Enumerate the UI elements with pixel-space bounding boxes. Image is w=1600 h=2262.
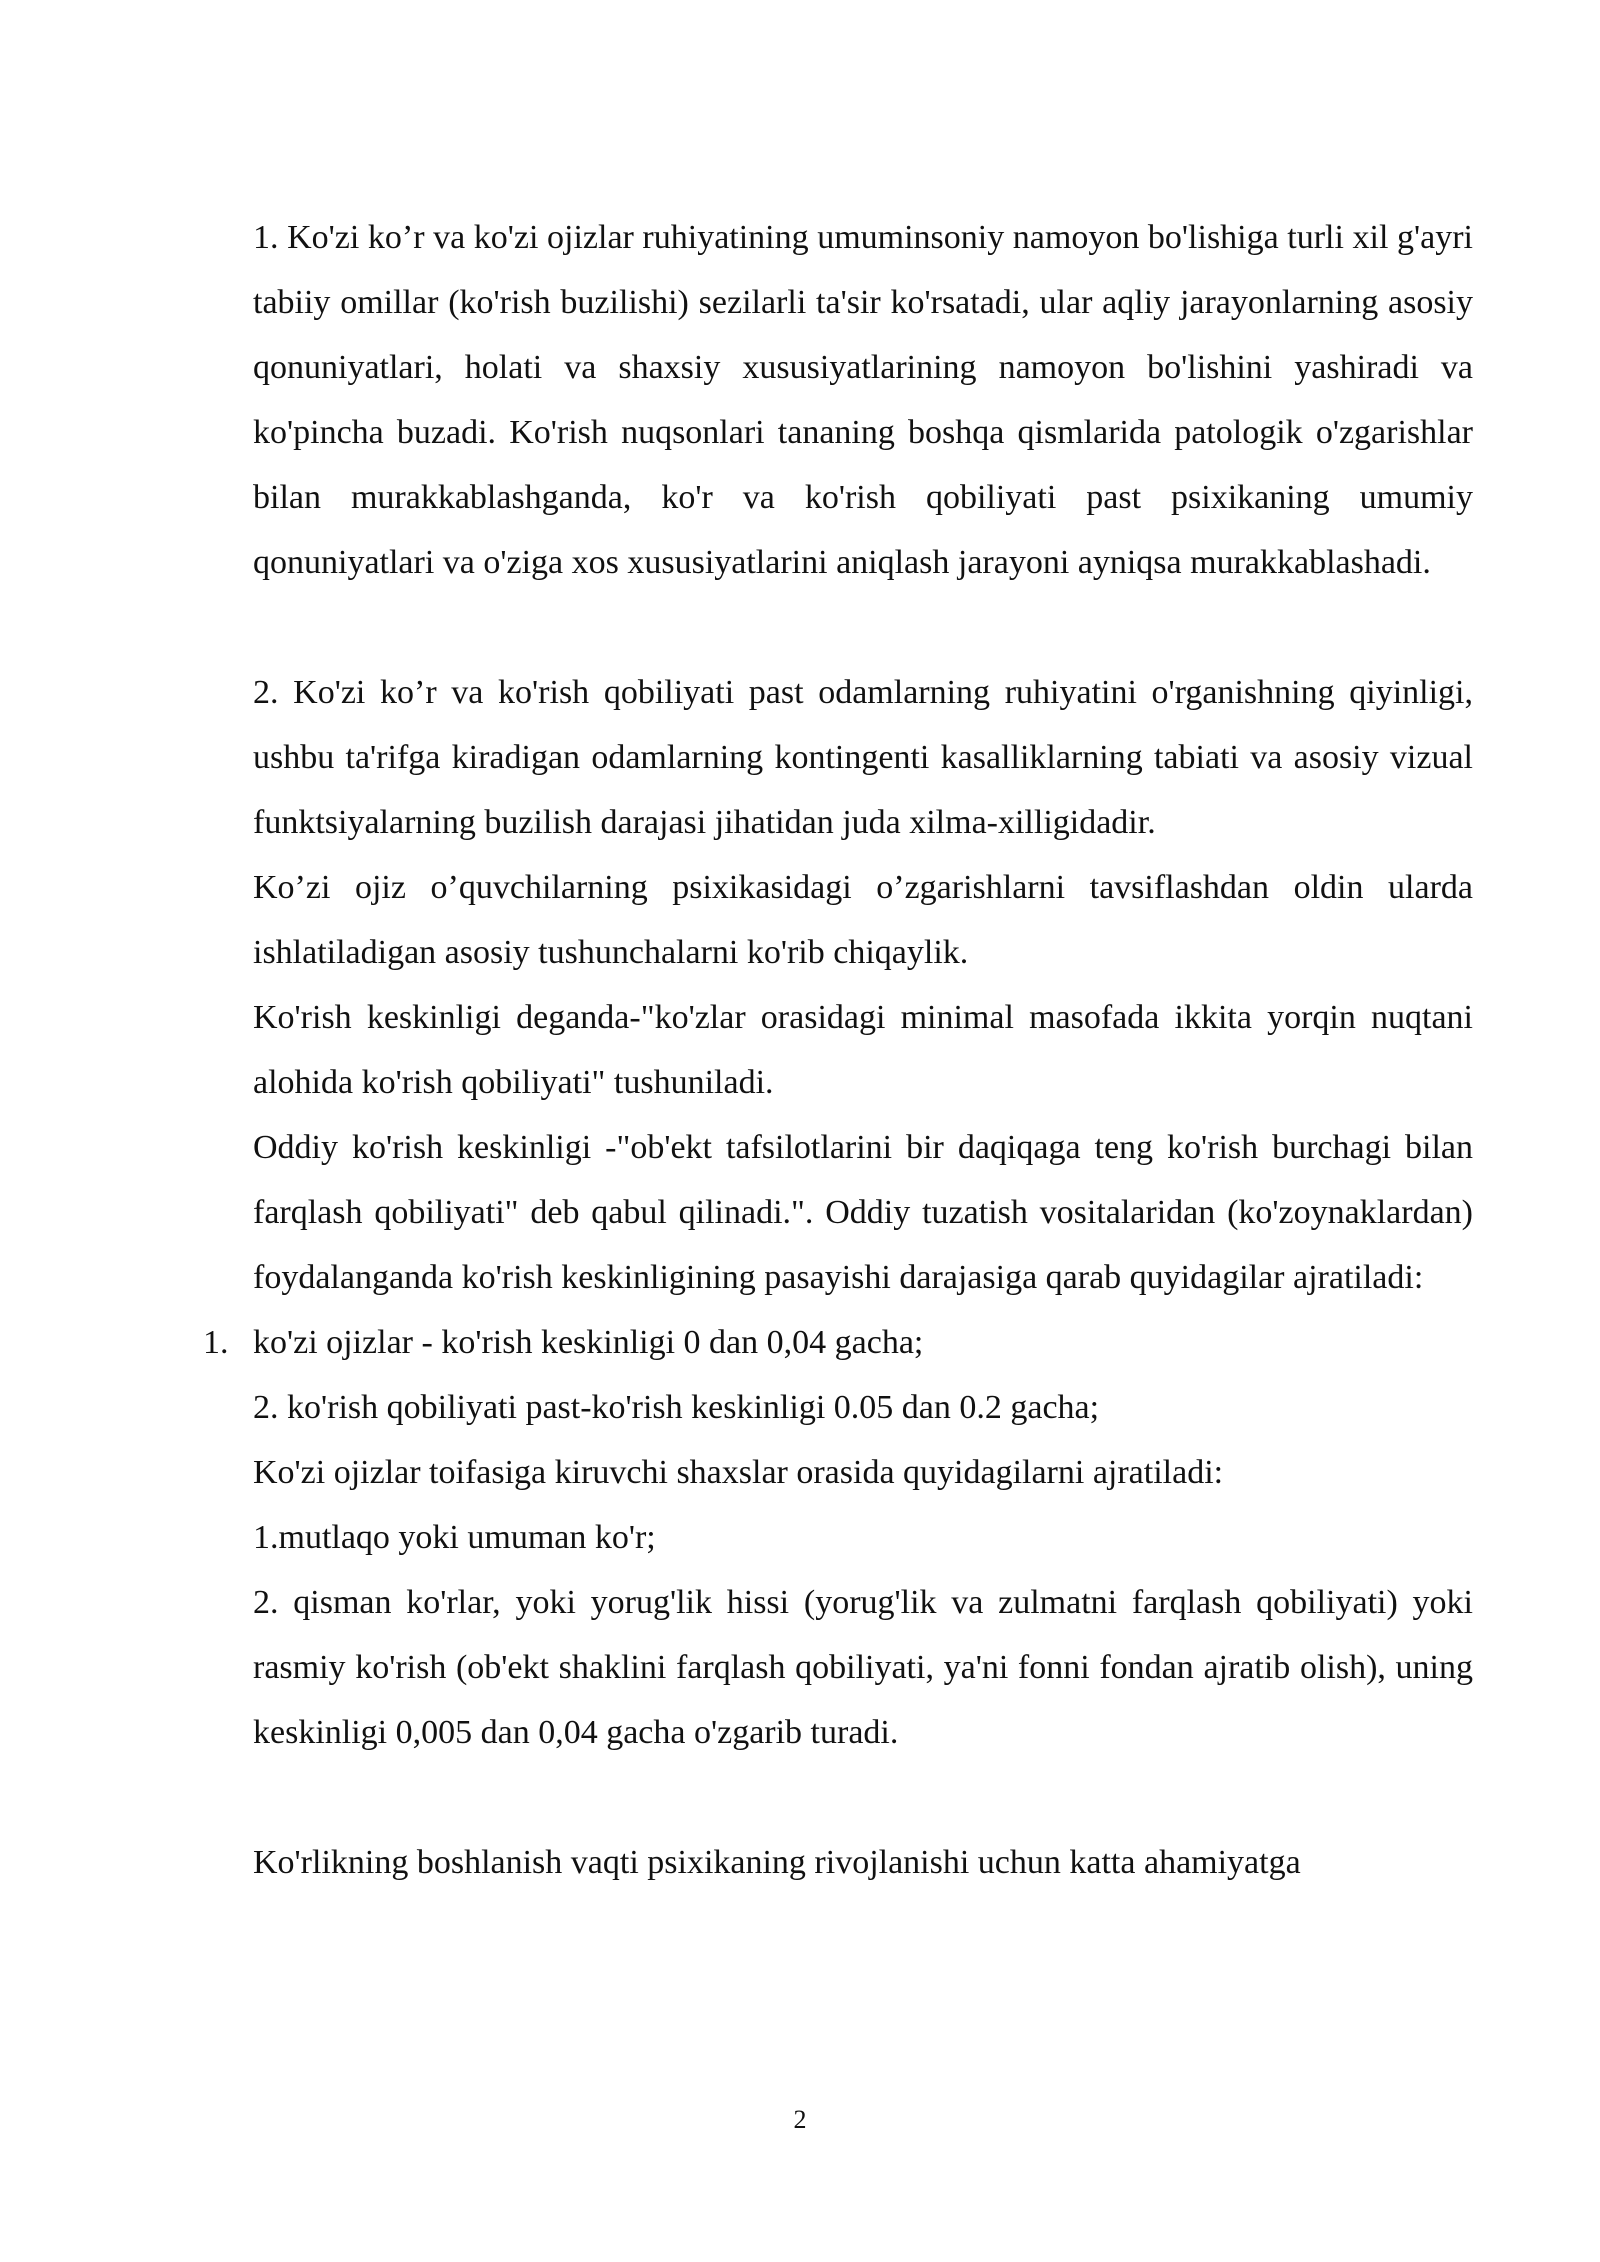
paragraph: Ko'zi ojizlar toifasiga kiruvchi shaxslar orasida quyidagilarni ajratiladi: — [253, 1454, 1224, 1491]
paragraph: Ko'rlikning boshlanish vaqti psixikaning rivojlanishi uchun katta ahamiyatga — [253, 1844, 1301, 1881]
paragraph-spacer — [253, 1765, 1473, 1830]
document-body — [203, 205, 1473, 1895]
paragraph: 2. Ko'zi ko’r va ko'rish qobiliyati past odamlarning ruhiyatini o'rganishning qiyinligi, ushbu ta'rifga kiradigan odamlarning kontingenti kasalliklarning tabiati va asosiy vizual funktsiyalarning buzilish darajasi jihatidan juda xilma-xilligidadir. — [253, 674, 1473, 841]
paragraph-spacer — [253, 595, 1473, 660]
list-item-text: ko'zi ojizlar - ko'rish keskinligi 0 dan 0,04 gacha; — [253, 1324, 924, 1361]
list-item — [203, 1310, 1473, 1375]
paragraph: Oddiy ko'rish keskinligi -"ob'ekt tafsilotlarini bir daqiqaga teng ko'rish burchagi bilan farqlash qobiliyati" deb qabul qilinadi.". Oddiy tuzatish vositalaridan (ko'zoynaklardan) foydalanganda ko'rish keskinligining pasayishi darajasiga qarab quyidagilar ajratiladi: — [253, 1129, 1473, 1296]
page-number: 2 — [793, 2105, 807, 2134]
paragraph: Ko'rish keskinligi deganda-"ko'zlar orasidagi minimal masofada ikkita yorqin nuqtani alohida ko'rish qobiliyati" tushuniladi. — [253, 999, 1473, 1101]
paragraph: 2. qisman ko'rlar, yoki yorug'lik hissi (yorug'lik va zulmatni farqlash qobiliyati) yoki rasmiy ko'rish (ob'ekt shaklini farqlash qobiliyati, ya'ni fonni fondan ajratib olish), uning keskinligi 0,005 dan 0,04 gacha o'zgarib turadi. — [253, 1584, 1473, 1751]
paragraph: 1.mutlaqo yoki umuman ko'r; — [253, 1519, 656, 1556]
list-item-number: 1. — [203, 1324, 229, 1361]
paragraph: Ko’zi ojiz o’quvchilarning psixikasidagi o’zgarishlarni tavsiflashdan oldin ularda ishlatiladigan asosiy tushunchalarni ko'rib chiqaylik. — [253, 869, 1473, 971]
list-item: 2. ko'rish qobiliyati past-ko'rish keskinligi 0.05 dan 0.2 gacha; — [253, 1389, 1100, 1426]
paragraph: 1. Ko'zi ko’r va ko'zi ojizlar ruhiyatining umuminsoniy namoyon bo'lishiga turli xil g'ayri tabiiy omillar (ko'rish buzilishi) sezilarli ta'sir ko'rsatadi, ular aqliy jarayonlarning asosiy qonuniyatlari, holati va shaxsiy xususiyatlarining namoyon bo'lishini yashiradi va ko'pincha buzadi. Ko'rish nuqsonlari tananing boshqa qismlarida patologik o'zgarishlar bilan murakkablashganda, ko'r va ko'rish qobiliyati past psixikaning umumiy qonuniyatlari va o'ziga xos xususiyatlarini aniqlash jarayoni ayniqsa murakkablashadi. — [253, 219, 1473, 581]
